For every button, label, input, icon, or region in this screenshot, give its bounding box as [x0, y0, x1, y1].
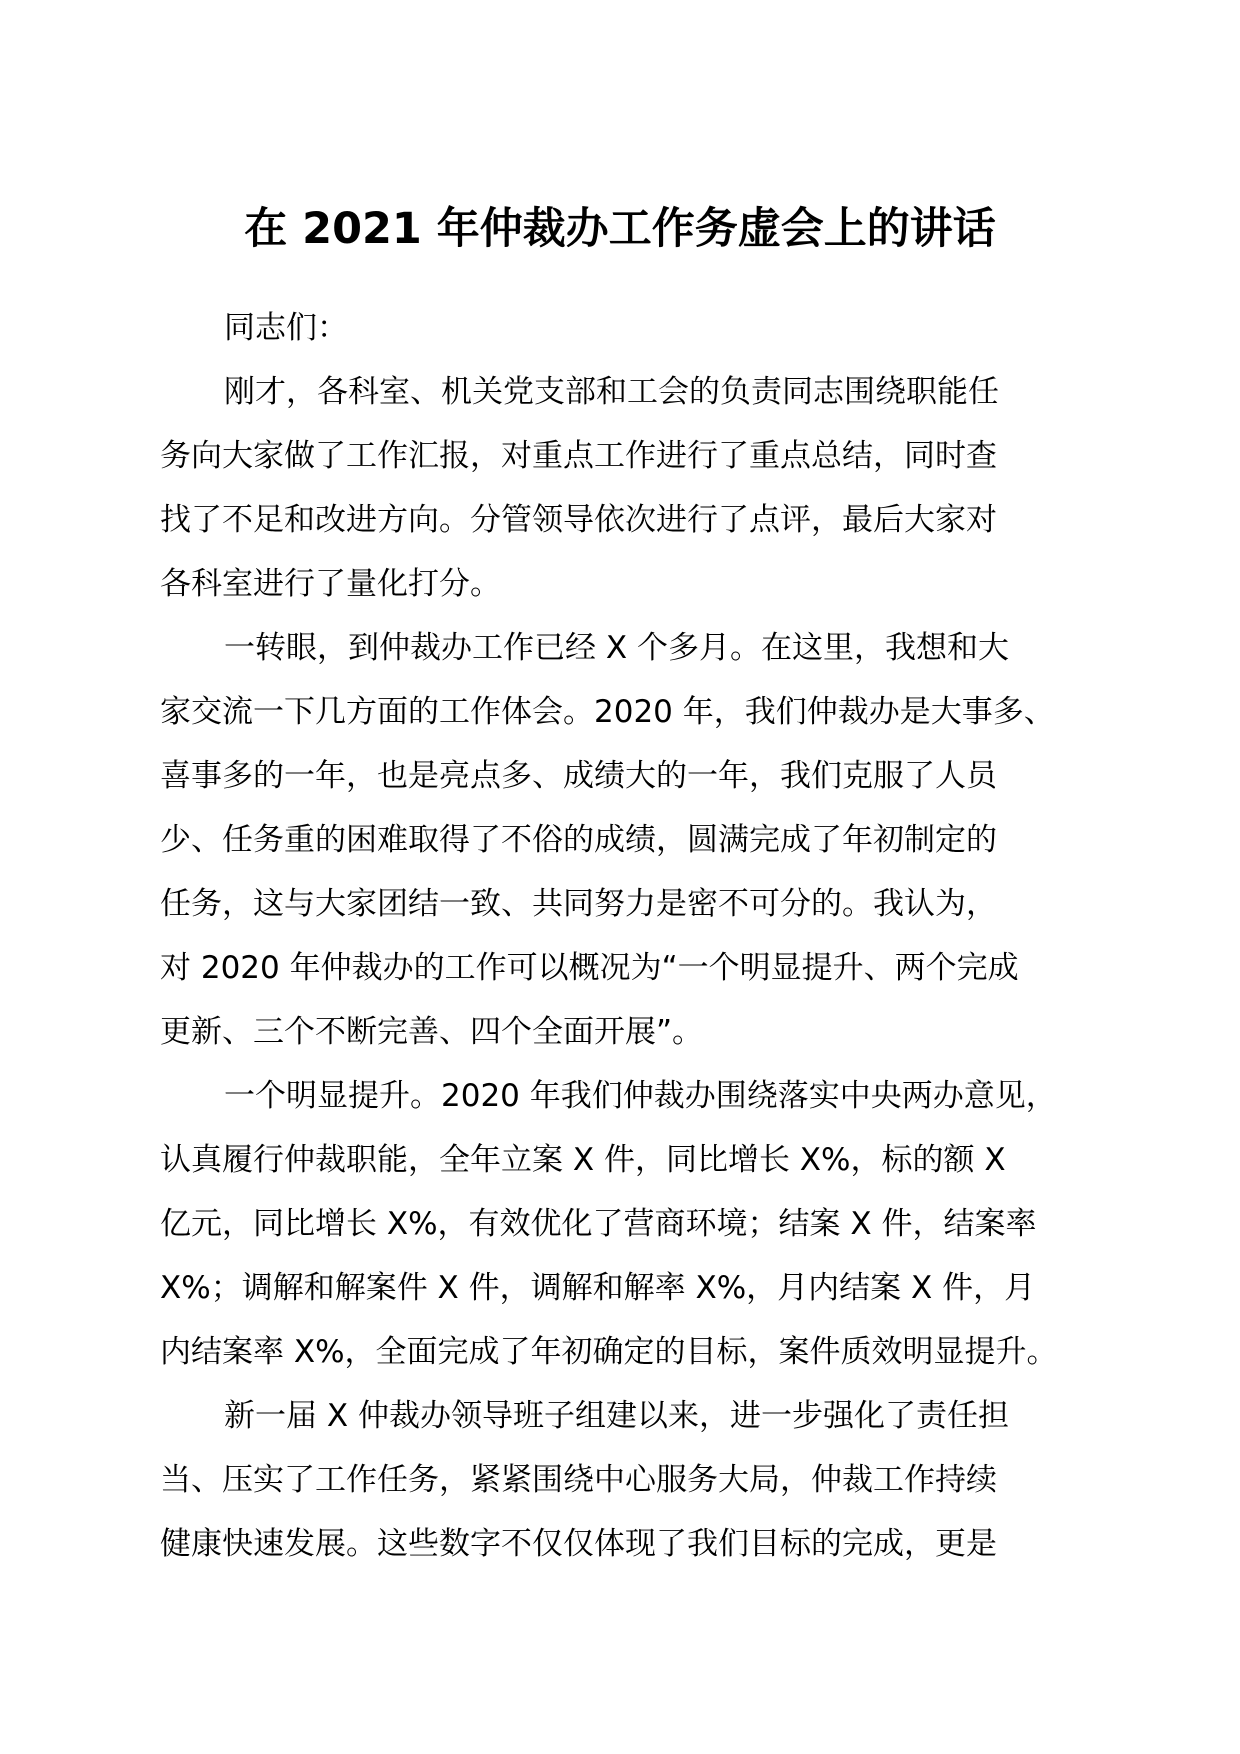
paragraph-line: 找了不足和改进方向。分管领导依次进行了点评，最后大家对 [160, 502, 997, 538]
paragraph-line: 更新、三个不断完善、四个全面开展”。 [160, 1014, 704, 1050]
paragraph-line: 对 2020 年仲裁办的工作可以概况为“一个明显提升、两个完成 [160, 950, 1019, 986]
paragraph-line: 少、任务重的困难取得了不俗的成绩，圆满完成了年初制定的 [160, 822, 997, 858]
paragraph-line: 一个明显提升。2020 年我们仲裁办围绕落实中央两办意见， [224, 1078, 1057, 1114]
paragraph-line: 务向大家做了工作汇报，对重点工作进行了重点总结，同时查 [160, 438, 997, 474]
paragraph-line: 家交流一下几方面的工作体会。2020 年，我们仲裁办是大事多、 [160, 694, 1055, 730]
paragraph-line: 亿元，同比增长 X%，有效优化了营商环境；结案 X 件，结案率 [160, 1206, 1037, 1242]
paragraph-line: 健康快速发展。这些数字不仅仅体现了我们目标的完成，更是 [160, 1526, 997, 1562]
paragraph-line: 任务，这与大家团结一致、共同努力是密不可分的。我认为， [160, 886, 997, 922]
paragraph-line: 一转眼，到仲裁办工作已经 X 个多月。在这里，我想和大 [224, 630, 1009, 666]
paragraph-line: 刚才，各科室、机关党支部和工会的负责同志围绕职能任 [224, 374, 999, 410]
paragraph-line: 当、压实了工作任务，紧紧围绕中心服务大局，仲裁工作持续 [160, 1462, 997, 1498]
paragraph-line: 各科室进行了量化打分。 [160, 566, 501, 602]
paragraph-line: 认真履行仲裁职能，全年立案 X 件，同比增长 X%，标的额 X [160, 1142, 1006, 1178]
paragraph-line: X%；调解和解案件 X 件，调解和解率 X%，月内结案 X 件，月 [160, 1270, 1036, 1306]
salutation: 同志们： [224, 310, 348, 346]
paragraph-line: 喜事多的一年，也是亮点多、成绩大的一年，我们克服了人员 [160, 758, 997, 794]
document-title: 在 2021 年仲裁办工作务虚会上的讲话 [244, 204, 996, 254]
paragraph-line: 新一届 X 仲裁办领导班子组建以来，进一步强化了责任担 [224, 1398, 1009, 1434]
paragraph-line: 内结案率 X%，全面完成了年初确定的目标，案件质效明显提升。 [160, 1334, 1058, 1370]
